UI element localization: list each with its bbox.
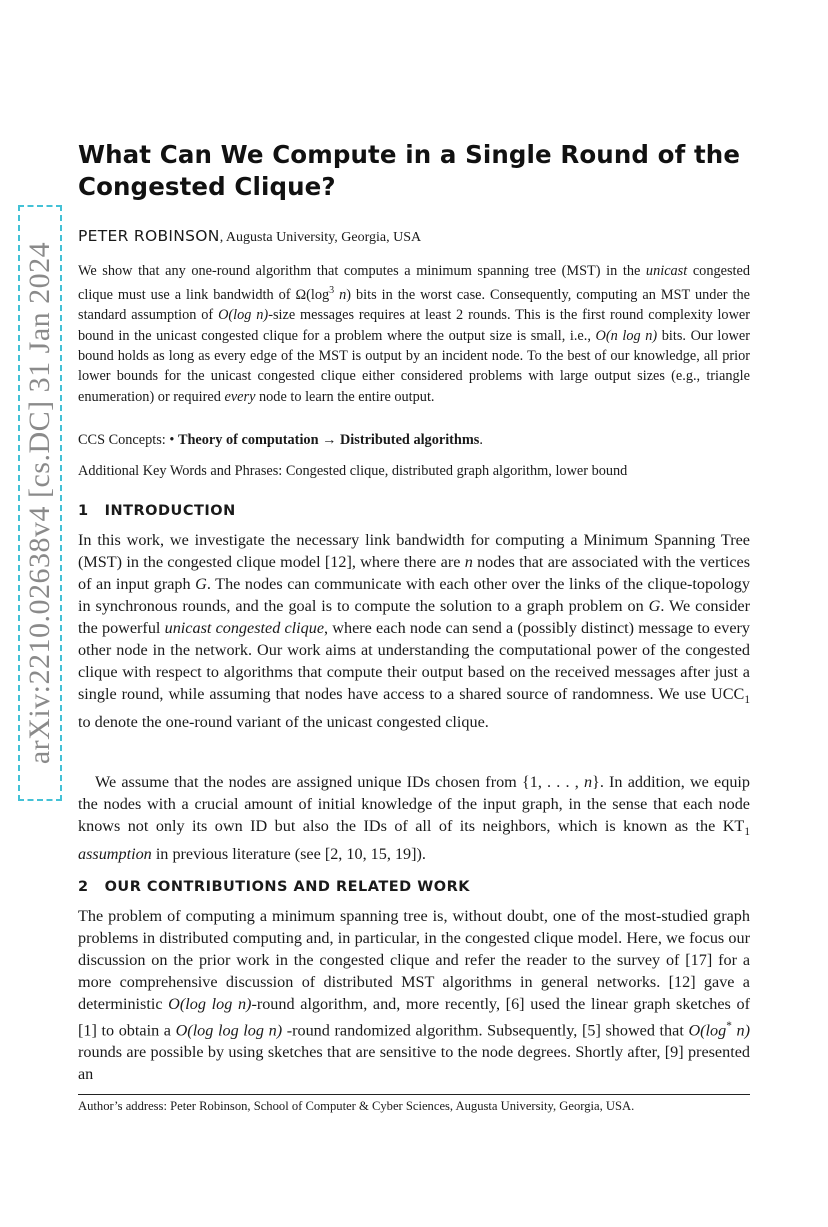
abstract	[78, 261, 750, 407]
body-math: G	[648, 597, 661, 615]
abstract-text: ) bits in the worst case. Consequently, computing an MST under the standard assumption of	[78, 287, 750, 324]
abstract-emphasis: every	[224, 388, 256, 405]
body-subscript: 1	[744, 826, 750, 839]
ccs-concepts	[78, 432, 483, 449]
abstract-math: O(log n)	[218, 307, 269, 324]
author-address-footnote: Author’s address: Peter Robinson, School of Computer & Cyber Sciences, Augusta University, Georgia, USA.	[78, 1099, 635, 1113]
author-name: PETER ROBINSON	[78, 227, 220, 245]
body-text: , where each node can send a (possibly distinct) message to every other node in the network. Our work aims at understanding the computational power of the congested clique with respect to algorithms that compute their output based on the received messages after just a single round, while assuming that nodes have access to a shared source of randomness. We use UCC	[78, 619, 750, 703]
keywords: Additional Key Words and Phrases: Congested clique, distributed graph algorithm, lower bound	[78, 463, 628, 479]
abstract-math: n	[334, 287, 347, 304]
body-text: to denote the one-round variant of the unicast congested clique.	[78, 713, 489, 732]
body-text: We assume that the nodes are assigned unique IDs chosen from {1, . . . ,	[95, 773, 584, 791]
ccs-concept: Theory of computation → Distributed algorithms	[177, 432, 480, 448]
body-math: O(log	[688, 1021, 727, 1040]
intro-paragraph-2	[78, 771, 750, 865]
section-title: INTRODUCTION	[104, 503, 236, 519]
abstract-text: congested clique must use a link bandwidth of Ω(log	[78, 263, 750, 304]
body-emphasis: unicast congested clique	[164, 619, 325, 637]
abstract-superscript: 3	[329, 285, 335, 297]
arxiv-identifier-text: arXiv:2210.02638v4 [cs.DC] 31 Jan 2024	[23, 241, 56, 765]
author-line	[78, 227, 421, 246]
arxiv-identifier-stamp	[18, 205, 62, 801]
abstract-text: We show that any one-round algorithm that computes a minimum spanning tree (MST) in the	[78, 263, 646, 279]
ccs-end: .	[479, 432, 483, 448]
author-affiliation: , Augusta University, Georgia, USA	[219, 230, 422, 245]
body-text: nodes that are associated with the vertices of an input graph	[78, 553, 750, 593]
abstract-emphasis: unicast	[645, 263, 688, 279]
paper-title: What Can We Compute in a Single Round of the Congested Clique?	[78, 140, 741, 201]
abstract-text: -size messages requires at least 2 rounds. This is the first round complexity lower bound in the unicast congested clique for a problem where the output size is small, i.e.,	[78, 307, 751, 344]
body-text: In this work, we investigate the necessary link bandwidth for computing a Minimum Spanning Tree (MST) in the congested clique model [12], where there are	[78, 531, 750, 571]
body-superscript: *	[726, 1020, 732, 1032]
body-text: in previous literature (see [2, 10, 15, 19]).	[151, 845, 426, 864]
section-heading-introduction	[78, 503, 236, 519]
section-number: 1	[78, 503, 89, 519]
section-title: OUR CONTRIBUTIONS AND RELATED WORK	[104, 879, 470, 895]
body-text: -round randomized algorithm. Subsequently, [5] showed that	[282, 1021, 689, 1040]
contributions-paragraph	[78, 905, 750, 1085]
body-text: }. In addition, we equip the nodes with a crucial amount of initial knowledge of the input graph, in the sense that each node knows not only its own ID but also the IDs of all of its neighbors, which is known as the KT	[78, 773, 750, 835]
body-text: . The nodes can communicate with each other over the links of the clique-topology in synchronous rounds, and the goal is to compute the solution to a graph problem on	[78, 575, 750, 615]
body-emphasis: assumption	[78, 845, 152, 864]
abstract-text: node to learn the entire output.	[255, 388, 435, 405]
body-text: rounds are possible by using sketches that are sensitive to the node degrees. Shortly after, [9] presented an	[78, 1043, 750, 1084]
body-math: O(log log log n)	[175, 1021, 283, 1040]
body-math: n)	[731, 1021, 750, 1040]
body-text: . We consider the powerful	[78, 597, 750, 637]
body-math: n	[464, 553, 473, 571]
footnote-divider	[78, 1094, 750, 1095]
body-text: The problem of computing a minimum spanning tree is, without doubt, one of the most-studied graph problems in distributed computing and, in particular, in the congested clique model. Here, we focus our discussion on the prior work in the congested clique and refer the reader to the survey of [17] for a more comprehensive discussion of distributed MST algorithms in general networks. [12] gave a deterministic	[78, 907, 750, 1013]
body-math: O(log log n)	[168, 995, 252, 1013]
section-heading-contributions	[78, 879, 470, 895]
body-subscript: 1	[744, 694, 750, 707]
body-math: G	[195, 575, 207, 593]
body-text: -round algorithm, and, more recently, [6] used the linear graph sketches of [1] to obtain a	[78, 995, 751, 1040]
intro-paragraph-1	[78, 529, 750, 733]
abstract-math: O(n log n)	[595, 327, 658, 344]
body-math: n	[583, 773, 593, 791]
ccs-label: CCS Concepts: •	[78, 432, 178, 448]
section-number: 2	[78, 879, 89, 895]
abstract-text: bits. Our lower bound holds as long as every edge of the MST is output by an incident node. To the best of our knowledge, all prior lower bounds for the unicast congested clique either considered problems with large output sizes (e.g., triangle enumeration) or required	[78, 327, 750, 405]
